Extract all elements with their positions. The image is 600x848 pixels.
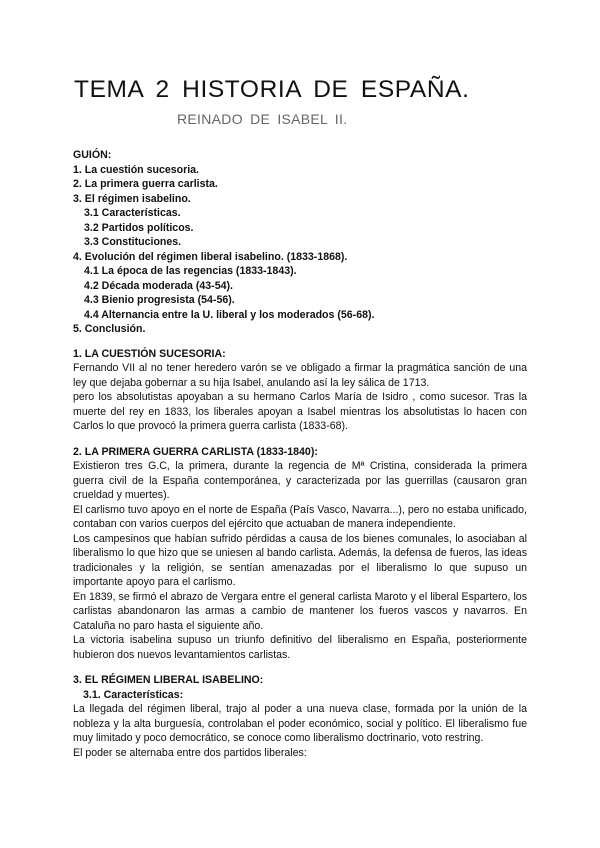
paragraph: La llegada del régimen liberal, trajo al poder a una nueva clase, formada por la unión de la nobleza y la alta burguesía, controlaban el poder económico, social y político. El liberalismo fue muy limitado y poco democrático, se conoce como liberalismo doctrinario, voto restring. [73,703,527,744]
section-title: 3. EL RÉGIMEN LIBERAL ISABELINO: [73,674,264,686]
section-primera-guerra-carlista [73,445,527,663]
guion-subitem: 3.2 Partidos políticos. [84,221,194,234]
guion-item: 2. La primera guerra carlista. [73,178,218,190]
guion-subitem: 3.1 Características. [84,207,181,219]
document-subtitle: REINADO DE ISABEL II. [177,111,348,127]
paragraph: Los campesinos que habían sufrido pérdidas a causa de los bienes comunales, lo asociaban al liberalismo lo que hizo que se uniesen al bando carlista. Además, la defensa de fueros, las ideas tradicionales y la religión, se sentían amenazadas por el liberalismo lo que supuso un importante apoyo para el carlismo. [73,532,527,588]
paragraph: Existieron tres G.C, la primera, durante la regencia de Mª Cristina, considerada la primera guerra civil de la España contemporánea, y caracterizada por las guerrillas (causaron gran crueldad y muertes). [73,460,527,501]
document-title: TEMA 2 HISTORIA DE ESPAÑA. [74,76,470,103]
paragraph: El poder se alternaba entre dos partidos liberales: [73,746,307,759]
guion-subitem: 4.2 Década moderada (43-54). [84,279,233,292]
guion-item: 1. La cuestión sucesoria. [73,163,199,176]
guion-heading: GUIÓN: [73,149,112,161]
section-cuestion-sucesoria [73,347,527,434]
section-regimen-liberal [73,673,527,760]
guion-list [73,148,527,337]
paragraph: Fernando VII al no tener heredero varón se ve obligado a firmar la pragmática sanción de una ley que dejaba gobernar a su hija Isabel, anulando así la ley sálica de 1713. [73,362,527,389]
guion-subitem: 3.3 Constituciones. [84,236,182,248]
guion-item: 3. El régimen isabelino. [73,192,191,205]
section-title: 1. LA CUESTIÓN SUCESORIA: [73,347,226,360]
guion-subitem: 4.3 Bienio progresista (54-56). [84,294,235,306]
paragraph: El carlismo tuvo apoyo en el norte de España (País Vasco, Navarra...), pero no estaba unificado, contaban con varios cuerpos del ejército que actuaban de manera independiente. [73,503,527,530]
document-body [73,148,527,771]
paragraph: pero los absolutistas apoyaban a su hermano Carlos María de Isidro , como sucesor. Tras la muerte del rey en 1833, los liberales apoyan a Isabel mientras los absolutistas lo hacen con Carlos lo que provocó la primera guerra carlista (1833-68). [73,391,527,432]
section-title: 2. LA PRIMERA GUERRA CARLISTA (1833-1840): [73,445,318,458]
paragraph: En 1839, se firmó el abrazo de Vergara entre el general carlista Maroto y el liberal Espartero, los carlistas abandonaron las armas a cambio de mantener los fueros vascos y navarros. En Cataluña no paro hasta el siguiente año. [73,590,527,632]
paragraph: La victoria isabelina supuso un triunfo definitivo del liberalismo en España, posteriormente hubieron dos nuevos levantamientos carlistas. [73,634,527,661]
subsection-title: 3.1. Características: [83,688,184,701]
guion-item: 5. Conclusión. [73,323,146,335]
guion-item: 4. Evolución del régimen liberal isabelino. (1833-1868). [73,250,348,263]
guion-subitem: 4.4 Alternancia entre la U. liberal y los moderados (56-68). [84,308,375,321]
guion-subitem: 4.1 La época de las regencias (1833-1843). [84,265,297,277]
